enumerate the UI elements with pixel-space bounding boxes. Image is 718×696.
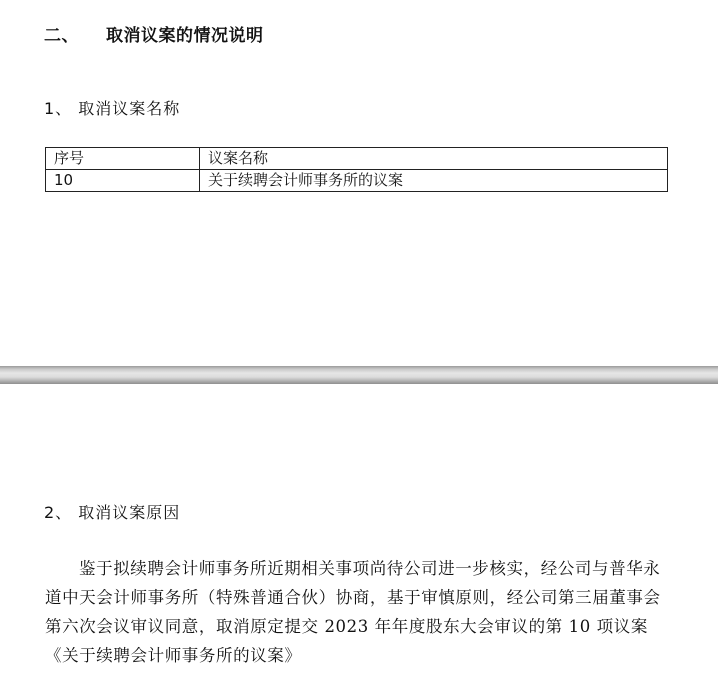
section-title <box>44 21 264 46</box>
table-header-row <box>46 148 668 170</box>
subsection-heading-reason: 2、 取消议案原因 <box>44 503 181 522</box>
table-cell-agenda-name: 关于续聘会计师事务所的议案 <box>200 170 668 192</box>
table-cell-number: 10 <box>46 170 200 192</box>
table-header-cell-number: 序号 <box>46 148 200 170</box>
page-break-divider <box>0 366 718 384</box>
agenda-table <box>45 147 668 192</box>
table-header-cell-agenda-name: 议案名称 <box>200 148 668 170</box>
table-row <box>46 170 668 192</box>
section-number: 二、 <box>44 26 79 46</box>
reason-paragraph: 鉴于拟续聘会计师事务所近期相关事项尚待公司进一步核实，经公司与普华永道中天会计师事务所（特殊普通合伙）协商，基于审慎原则，经公司第三届董事会第六次会议审议同意，取消原定提交 2023 年年度股东大会审议的第 10 项议案《关于续聘会计师事务所的议案》 <box>45 559 661 665</box>
section-title-text: 取消议案的情况说明 <box>106 26 264 46</box>
subsection-heading-agenda-name: 1、 取消议案名称 <box>44 99 181 118</box>
